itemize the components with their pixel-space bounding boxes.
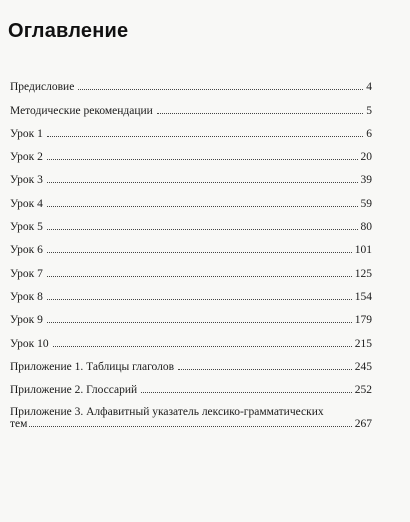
- toc-entry-label: Урок 5: [10, 221, 43, 234]
- toc-entry-page: 20: [360, 151, 372, 164]
- toc-entry-page: 245: [354, 360, 372, 373]
- dot-leader: [141, 392, 352, 393]
- toc-entry[interactable]: [10, 70, 372, 93]
- toc-entry[interactable]: [10, 210, 372, 233]
- page-title: Оглавление: [8, 20, 129, 42]
- dot-leader: [47, 136, 363, 137]
- toc-entry-label: Урок 3: [10, 174, 43, 187]
- toc-entry-page: 6: [366, 127, 372, 140]
- toc-entry[interactable]: [10, 350, 372, 373]
- toc-entry-label: Урок 2: [10, 151, 43, 164]
- toc-entry[interactable]: [10, 117, 372, 140]
- toc-entry-label: Урок 10: [10, 337, 49, 350]
- toc-entry[interactable]: [10, 186, 372, 209]
- toc-entry-page: 4: [366, 81, 372, 94]
- dot-leader: [178, 369, 352, 370]
- dot-leader: [53, 346, 352, 347]
- toc-entry-page: 215: [354, 337, 372, 350]
- toc-entry-label: Урок 1: [10, 127, 43, 140]
- dot-leader: [47, 252, 352, 253]
- toc-entry[interactable]: [10, 256, 372, 279]
- toc-entry[interactable]: [10, 326, 372, 349]
- dot-leader: [47, 322, 352, 323]
- table-of-contents: [10, 70, 372, 430]
- toc-entry-page: 154: [354, 290, 372, 303]
- toc-entry-page: 59: [360, 197, 372, 210]
- dot-leader: [47, 276, 352, 277]
- toc-entry-page: 267: [354, 418, 372, 431]
- toc-entry-label: Приложение 3. Алфавитный указатель лексико-грамматических: [10, 406, 324, 419]
- dot-leader: [157, 113, 363, 114]
- toc-entry-label: Предисловие: [10, 81, 75, 94]
- toc-entry[interactable]: [10, 280, 372, 303]
- dot-leader: [47, 206, 358, 207]
- toc-entry[interactable]: [10, 233, 372, 256]
- dot-leader: [47, 159, 358, 160]
- toc-entry-label: Приложение 1. Таблицы глаголов: [10, 360, 175, 373]
- dot-leader: [47, 299, 352, 300]
- toc-entry-label: Урок 8: [10, 290, 43, 303]
- dot-leader: [78, 89, 363, 90]
- toc-entry-label-continued: тем: [10, 418, 28, 431]
- toc-entry-label: Методические рекомендации: [10, 104, 153, 117]
- toc-entry[interactable]: [10, 303, 372, 326]
- toc-entry-page: 80: [360, 221, 372, 234]
- toc-entry-label: Урок 4: [10, 197, 43, 210]
- toc-entry[interactable]: [10, 140, 372, 163]
- toc-entry[interactable]: [10, 163, 372, 186]
- toc-entry[interactable]: [10, 93, 372, 116]
- toc-entry-label: Урок 7: [10, 267, 43, 280]
- dot-leader: [47, 182, 358, 183]
- toc-entry-page: 179: [354, 314, 372, 327]
- toc-entry-label: Урок 6: [10, 244, 43, 257]
- toc-entry[interactable]: [10, 396, 372, 430]
- dot-leader: [47, 229, 358, 230]
- toc-entry-page: 39: [360, 174, 372, 187]
- toc-entry-label: Приложение 2. Глоссарий: [10, 384, 138, 397]
- toc-entry[interactable]: [10, 373, 372, 396]
- toc-entry-page: 252: [354, 384, 372, 397]
- dot-leader: [29, 426, 351, 427]
- toc-entry-page: 125: [354, 267, 372, 280]
- toc-entry-page: 5: [366, 104, 372, 117]
- toc-entry-page: 101: [354, 244, 372, 257]
- toc-entry-label: Урок 9: [10, 314, 43, 327]
